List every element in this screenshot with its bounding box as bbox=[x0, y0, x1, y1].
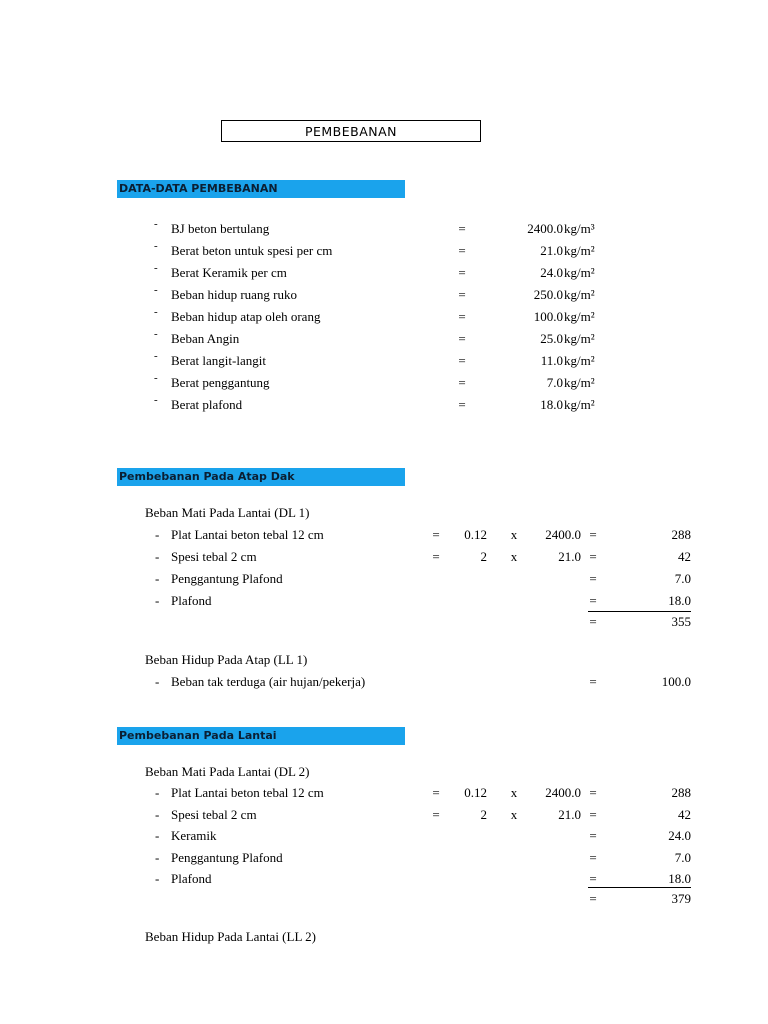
load-row-factor-a: 2 bbox=[480, 549, 487, 564]
load-row-eq2: = bbox=[589, 674, 597, 689]
load-row-eq2: = bbox=[589, 785, 597, 800]
data-row-label: Beban Angin bbox=[171, 331, 240, 346]
load-row-dash: - bbox=[155, 828, 160, 843]
load-row-times: x bbox=[510, 785, 518, 800]
load-row-result: 100.0 bbox=[661, 674, 691, 689]
load-row-result: 7.0 bbox=[674, 849, 691, 865]
load-row-label: Beban tak terduga (air hujan/pekerja) bbox=[171, 674, 366, 689]
total-eq-dl2: = bbox=[589, 891, 597, 906]
data-row-unit: kg/m² bbox=[564, 353, 595, 368]
load-row-dash: - bbox=[155, 593, 160, 608]
load-row-eq2: = bbox=[589, 806, 597, 822]
load-row-factor-b: 2400.0 bbox=[545, 527, 581, 542]
data-row-eq: = bbox=[458, 243, 466, 258]
load-row-times: x bbox=[510, 527, 518, 542]
data-row-dash: - bbox=[154, 284, 158, 296]
data-row-value: 250.0 bbox=[533, 287, 563, 302]
data-row-eq: = bbox=[458, 287, 466, 302]
load-row-factor-b: 21.0 bbox=[558, 806, 581, 822]
load-row-label: Penggantung Plafond bbox=[171, 571, 283, 586]
live-load-title-ll1: Beban Hidup Pada Atap (LL 1) bbox=[145, 652, 308, 667]
load-row-factor-a: 2 bbox=[480, 806, 487, 822]
load-row-label: Plat Lantai beton tebal 12 cm bbox=[171, 785, 324, 800]
section-header-atap: Pembebanan Pada Atap Dak bbox=[117, 468, 405, 486]
load-row-result: 288 bbox=[671, 527, 691, 542]
dead-load-title-dl2: Beban Mati Pada Lantai (DL 2) bbox=[145, 764, 310, 779]
data-row-eq: = bbox=[458, 309, 466, 324]
load-row-result: 42 bbox=[678, 806, 691, 822]
load-row-eq1: = bbox=[432, 527, 440, 542]
data-row-unit: kg/m² bbox=[564, 287, 595, 302]
data-row-unit: kg/m² bbox=[564, 243, 595, 258]
data-row-dash: - bbox=[154, 394, 158, 406]
load-row-eq2: = bbox=[589, 549, 597, 564]
data-row-dash: - bbox=[154, 328, 158, 340]
load-row-factor-a: 0.12 bbox=[464, 785, 487, 800]
load-row-result: 288 bbox=[671, 785, 691, 800]
sum-line-dl2 bbox=[588, 887, 691, 888]
data-row-dash: - bbox=[154, 372, 158, 384]
load-row-eq2: = bbox=[589, 849, 597, 865]
total-dl1: 355 bbox=[671, 614, 691, 629]
load-row-eq2: = bbox=[589, 527, 597, 542]
dead-load-title-dl1: Beban Mati Pada Lantai (DL 1) bbox=[145, 505, 310, 520]
data-row-dash: - bbox=[154, 218, 158, 230]
data-row-label: Berat plafond bbox=[171, 397, 243, 412]
load-row-result: 7.0 bbox=[674, 571, 691, 586]
data-row-label: Berat Keramik per cm bbox=[171, 265, 287, 280]
load-row-result: 18.0 bbox=[668, 593, 691, 608]
data-row-unit: kg/m² bbox=[564, 309, 595, 324]
load-row-label: Keramik bbox=[171, 828, 217, 843]
load-row-eq1: = bbox=[432, 806, 440, 822]
load-row-result: 42 bbox=[678, 549, 691, 564]
data-row-value: 21.0 bbox=[540, 243, 563, 258]
data-row-dash: - bbox=[154, 350, 158, 362]
load-row-eq2: = bbox=[589, 593, 597, 608]
load-row-label: Spesi tebal 2 cm bbox=[171, 549, 257, 564]
load-row-result: 18.0 bbox=[668, 871, 691, 886]
data-row-eq: = bbox=[458, 331, 466, 346]
data-row-dash: - bbox=[154, 262, 158, 274]
data-row-eq: = bbox=[458, 265, 466, 280]
data-row-value: 24.0 bbox=[540, 265, 563, 280]
data-row-value: 100.0 bbox=[533, 309, 563, 324]
load-row-eq1: = bbox=[432, 785, 440, 800]
load-row-dash: - bbox=[155, 571, 160, 586]
data-row-label: Berat penggantung bbox=[171, 375, 270, 390]
load-row-label: Penggantung Plafond bbox=[171, 849, 283, 865]
total-dl2: 379 bbox=[671, 891, 691, 906]
data-row-eq: = bbox=[458, 353, 466, 368]
data-row-unit: kg/m² bbox=[564, 375, 595, 390]
data-row-dash: - bbox=[154, 240, 158, 252]
data-row-label: Berat langit-langit bbox=[171, 353, 266, 368]
data-row-dash: - bbox=[154, 306, 158, 318]
load-row-label: Plat Lantai beton tebal 12 cm bbox=[171, 527, 324, 542]
data-row-eq: = bbox=[458, 221, 466, 236]
load-row-factor-a: 0.12 bbox=[464, 527, 487, 542]
data-row-unit: kg/m² bbox=[564, 331, 595, 346]
load-row-label: Spesi tebal 2 cm bbox=[171, 806, 257, 822]
load-row-eq2: = bbox=[589, 571, 597, 586]
load-row-dash: - bbox=[155, 674, 160, 689]
section-header-lantai: Pembebanan Pada Lantai bbox=[117, 727, 405, 745]
load-row-eq1: = bbox=[432, 549, 440, 564]
data-row-unit: kg/m² bbox=[564, 397, 595, 412]
data-row-value: 25.0 bbox=[540, 331, 563, 346]
load-row-eq2: = bbox=[589, 828, 597, 843]
load-row-times: x bbox=[510, 806, 518, 822]
load-row-factor-b: 2400.0 bbox=[545, 785, 581, 800]
data-row-value: 7.0 bbox=[546, 375, 563, 390]
load-row-dash: - bbox=[155, 549, 160, 564]
data-row-label: Berat beton untuk spesi per cm bbox=[171, 243, 333, 258]
data-row-label: Beban hidup ruang ruko bbox=[171, 287, 298, 302]
live-load-title-ll2: Beban Hidup Pada Lantai (LL 2) bbox=[145, 929, 316, 944]
data-row-value: 11.0 bbox=[540, 353, 563, 368]
load-row-factor-b: 21.0 bbox=[558, 549, 581, 564]
data-row-eq: = bbox=[458, 397, 466, 412]
load-row-dash: - bbox=[155, 871, 160, 886]
data-row-value: 18.0 bbox=[540, 397, 563, 412]
data-row-label: Beban hidup atap oleh orang bbox=[171, 309, 321, 324]
load-row-eq2: = bbox=[589, 871, 597, 886]
data-row-unit: kg/m² bbox=[564, 265, 595, 280]
load-row-label: Plafond bbox=[171, 593, 212, 608]
section-header-data: DATA-DATA PEMBEBANAN bbox=[117, 180, 405, 198]
total-eq-dl1: = bbox=[589, 614, 597, 629]
data-row-unit: kg/m³ bbox=[564, 221, 595, 236]
data-row-value: 2400.0 bbox=[527, 221, 563, 236]
load-row-times: x bbox=[510, 549, 518, 564]
load-row-dash: - bbox=[155, 806, 160, 822]
data-row-label: BJ beton bertulang bbox=[171, 221, 270, 236]
load-row-dash: - bbox=[155, 785, 160, 800]
load-row-label: Plafond bbox=[171, 871, 212, 886]
sum-line-dl1 bbox=[588, 611, 691, 612]
load-row-dash: - bbox=[155, 527, 160, 542]
load-row-dash: - bbox=[155, 849, 160, 865]
page-title: PEMBEBANAN bbox=[221, 120, 481, 142]
load-row-result: 24.0 bbox=[668, 828, 691, 843]
data-row-eq: = bbox=[458, 375, 466, 390]
